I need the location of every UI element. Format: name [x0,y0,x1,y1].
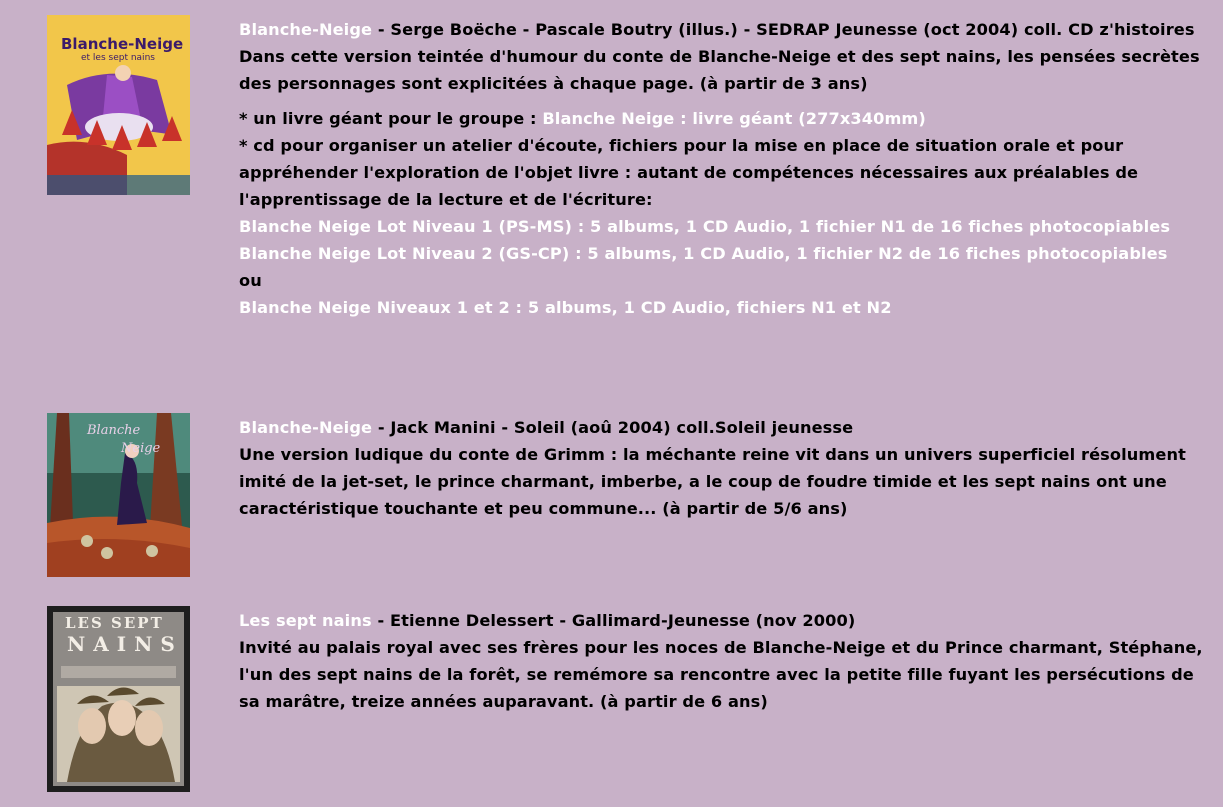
cover-title-line1: Blanche [87,423,141,438]
cover-title-line1: Blanche-Neige [61,35,184,53]
or-text: ou [239,271,262,290]
cover-title-line2: NAINS [67,632,183,656]
cover-title-line2: Neige [121,441,161,456]
spacer [239,97,1209,105]
book-header [239,414,1209,441]
cover-title-line2: et les sept nains [81,53,155,63]
cover-title-line1: LES SEPT [65,614,164,632]
lot-niveau-2-link[interactable]: Blanche Neige Lot Niveau 2 (GS-CP) : 5 albums, 1 CD Audio, 1 fichier N2 de 16 fiches photocopiables [239,244,1168,263]
book-cover-image[interactable] [47,606,190,792]
book-title-link[interactable]: Les sept nains [239,611,372,630]
book-cover-image[interactable] [47,15,190,195]
book-title-link[interactable]: Blanche-Neige [239,418,373,437]
book-text [239,16,1209,321]
book-description: Invité au palais royal avec ses frères pour les noces de Blanche-Neige et du Prince charmant, Stéphane, l'un des sept nains de la forêt, se remémore sa rencontre avec la petite fille fuyant les persécutions de sa marâtre, treize années auparavant. (à partir de 6 ans) [239,638,1203,711]
extra-prefix: * un livre géant pour le groupe : [239,109,543,128]
book-cover-image[interactable] [47,413,190,577]
book-description: Dans cette version teintée d'humour du conte de Blanche-Neige et des sept nains, les pensées secrètes des personnages sont explicitées à chaque page. (à partir de 3 ans) [239,47,1200,93]
lot-niveau-1-link[interactable]: Blanche Neige Lot Niveau 1 (PS-MS) : 5 albums, 1 CD Audio, 1 fichier N1 de 16 fiches photocopiables [239,217,1171,236]
extra-cd-text: * cd pour organiser un atelier d'écoute, fichiers pour la mise en place de situation orale et pour appréhender l'exploration de l'objet livre : autant de compétences nécessaires aux préalables de l'apprentissage de la lecture et de l'écriture: [239,136,1139,209]
book-header [239,607,1209,634]
book-meta: - Etienne Delessert - Gallimard-Jeunesse (nov 2000) [371,611,856,630]
book-description: Une version ludique du conte de Grimm : la méchante reine vit dans un univers superficiel résolument imité de la jet-set, le prince charmant, imberbe, a le coup de foudre timide et les sept nains ont une caractéristique touchante et peu commune... (à partir de 5/6 ans) [239,445,1186,518]
book-header [239,16,1209,43]
book-text [239,607,1209,715]
giant-book-link[interactable]: Blanche Neige : livre géant (277x340mm) [542,109,926,128]
extra-giant-book [239,105,1209,132]
book-text [239,414,1209,522]
book-meta: - Jack Manini - Soleil (aoû 2004) coll.Soleil jeunesse [372,418,854,437]
lot-niveaux-1-2-link[interactable]: Blanche Neige Niveaux 1 et 2 : 5 albums, 1 CD Audio, fichiers N1 et N2 [239,298,892,317]
book-meta: - Serge Boëche - Pascale Boutry (illus.) - SEDRAP Jeunesse (oct 2004) coll. CD z'histoires [372,20,1195,39]
book-title-link[interactable]: Blanche-Neige [239,20,373,39]
